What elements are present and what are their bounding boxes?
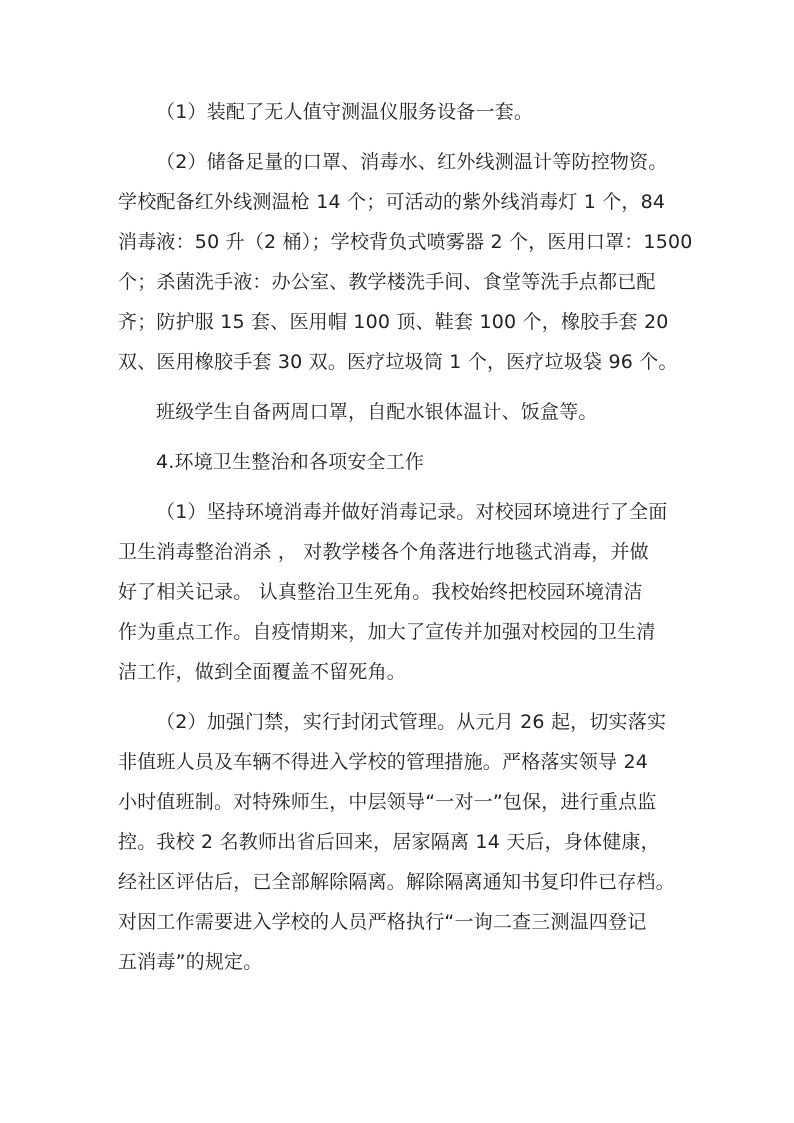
text-line: 好了相关记录。 认真整治卫生死角。我校始终把校园环境清洁 — [118, 581, 643, 603]
text-line: 消毒液：50 升（2 桶）；学校背负式喷雾器 2 个，医用口罩：1500 — [118, 231, 693, 253]
text-line: 作为重点工作。自疫情期来，加大了宣传并加强对校园的卫生清 — [118, 621, 656, 643]
text-line: 非值班人员及车辆不得进入学校的管理措施。严格落实领导 24 — [118, 751, 649, 773]
text-line: （1）坚持环境消毒并做好消毒记录。对校园环境进行了全面 — [156, 501, 668, 523]
text-line: 齐；防护服 15 套、医用帽 100 顶、鞋套 100 个，橡胶手套 20 — [118, 311, 669, 333]
text-line: 个；杀菌洗手液：办公室、教学楼洗手间、食堂等洗手点都已配 — [118, 271, 656, 293]
paragraph-item-3 — [118, 392, 678, 432]
document-content — [118, 92, 693, 982]
paragraph-item-4-1 — [118, 492, 678, 692]
text-line: 控。我校 2 名教师出省后回来，居家隔离 14 天后，身体健康， — [118, 831, 660, 853]
text-line: （2）储备足量的口罩、消毒水、红外线测温计等防控物资。 — [156, 151, 668, 173]
paragraph-item-1 — [118, 92, 678, 132]
text-line: 卫生消毒整治消杀 ， 对教学楼各个角落进行地毯式消毒，并做 — [118, 541, 649, 563]
text-line: （1）装配了无人值守测温仪服务设备一套。 — [156, 101, 534, 123]
text-line: 小时值班制。对特殊师生，中层领导“一对一”包保，进行重点监 — [118, 791, 657, 813]
text-line: （2）加强门禁，实行封闭式管理。从元月 26 起，切实落实 — [156, 711, 667, 733]
text-line: 对因工作需要进入学校的人员严格执行“一询二查三测温四登记 — [118, 911, 647, 933]
text-line: 4.环境卫生整治和各项安全工作 — [156, 451, 425, 473]
text-line: 学校配备红外线测温枪 14 个；可活动的紫外线消毒灯 1 个，84 — [118, 191, 666, 213]
text-line: 双、医用橡胶手套 30 双。医疗垃圾筒 1 个，医疗垃圾袋 96 个。 — [118, 351, 678, 373]
text-line: 洁工作，做到全面覆盖不留死角。 — [118, 661, 407, 683]
paragraph-item-2 — [118, 142, 693, 382]
text-line: 班级学生自备两周口罩，自配水银体温计、饭盒等。 — [156, 401, 598, 423]
text-line: 经社区评估后，已全部解除隔离。解除隔离通知书复印件已存档。 — [118, 871, 675, 893]
text-line: 五消毒”的规定。 — [118, 951, 263, 973]
paragraph-item-4-2 — [118, 702, 678, 982]
section-heading-4 — [118, 442, 678, 482]
